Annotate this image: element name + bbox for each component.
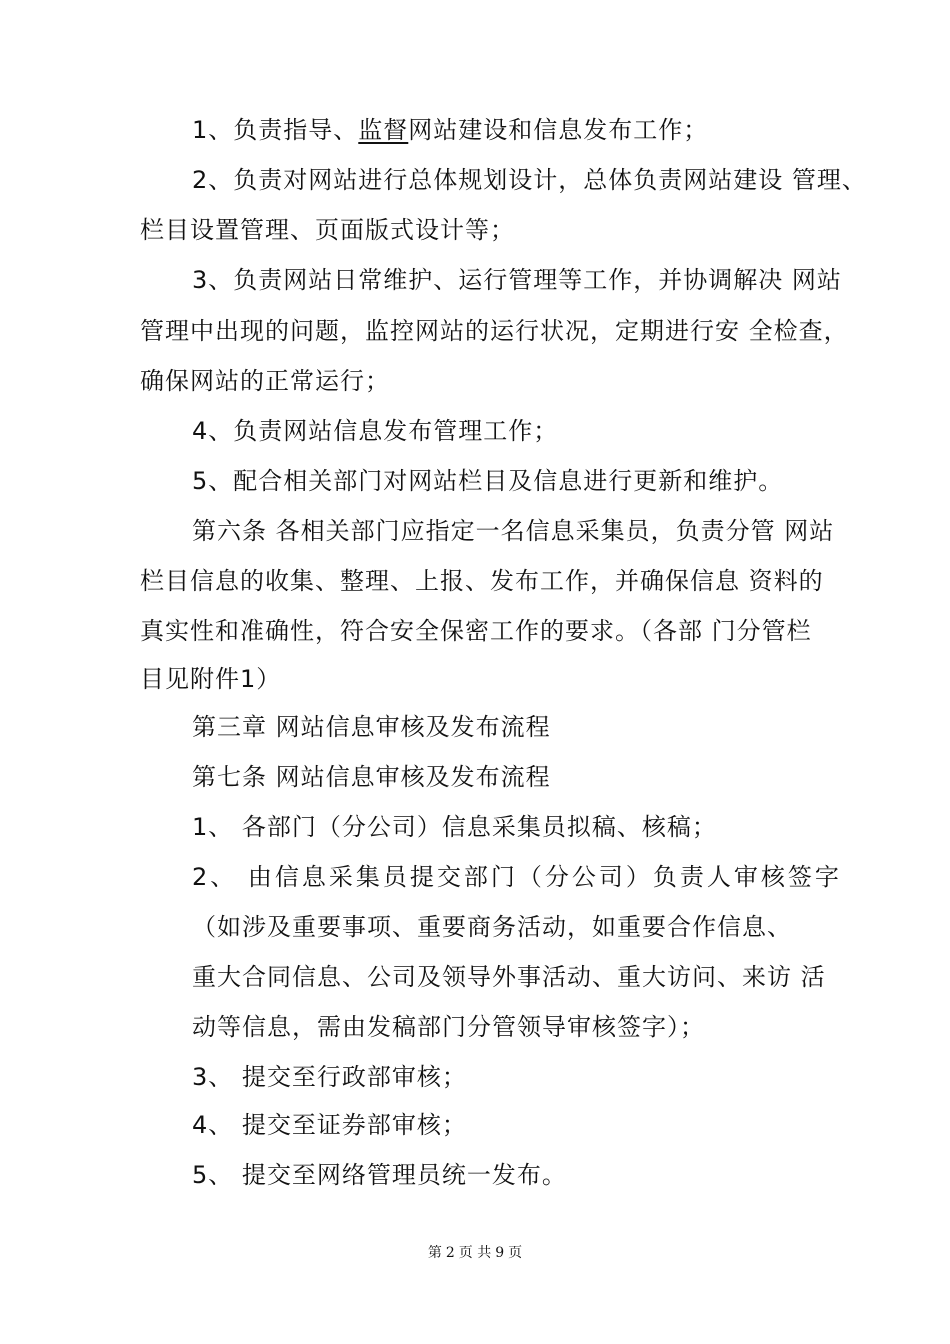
text-line: 真实性和准确性，符合安全保密工作的要求。（各部 门分管栏 [140, 617, 812, 645]
text-line: 重大合同信息、公司及领导外事活动、重大访问、来访 活 [192, 963, 826, 991]
underlined-text: 监督 [358, 116, 409, 144]
text-line: 管理中出现的问题，监控网站的运行状况，定期进行安 全检查， [140, 317, 849, 345]
article-heading: 第七条 网站信息审核及发布流程 [192, 763, 551, 791]
text-line: 4、负责网站信息发布管理工作； [192, 417, 559, 445]
chapter-heading: 第三章 网站信息审核及发布流程 [192, 713, 551, 741]
text-line: 4、 提交至证券部审核； [192, 1111, 467, 1139]
text-line: 目见附件1） [140, 665, 282, 693]
text-line: 动等信息，需由发稿部门分管领导审核签字）； [192, 1013, 705, 1041]
text-line: 2、负责对网站进行总体规划设计，总体负责网站建设 管理、 [192, 166, 867, 194]
text-line: 5、 提交至网络管理员统一发布。 [192, 1161, 567, 1189]
text-line: 栏目信息的收集、整理、上报、发布工作，并确保信息 资料的 [140, 567, 824, 595]
text-line: 确保网站的正常运行； [140, 367, 390, 395]
text-line [192, 115, 708, 145]
current-page-number: 2 [445, 1245, 455, 1261]
page-footer [0, 1244, 950, 1262]
text-line: 栏目设置管理、页面版式设计等； [140, 216, 515, 244]
footer-middle: 页 共 [458, 1245, 492, 1261]
text-line: 第六条 各相关部门应指定一名信息采集员，负责分管 网站 [192, 517, 835, 545]
text-line: 1、 各部门（分公司）信息采集员拟稿、核稿； [192, 813, 717, 841]
text-line: 5、配合相关部门对网站栏目及信息进行更新和维护。 [192, 467, 784, 495]
text-segment: 1、负责指导、 [192, 116, 359, 144]
footer-suffix: 页 [508, 1245, 523, 1261]
footer-prefix: 第 [427, 1245, 442, 1261]
text-line: 3、负责网站日常维护、运行管理等工作，并协调解决 网站 [192, 266, 842, 294]
text-line: 3、 提交至行政部审核； [192, 1063, 467, 1091]
text-line: （如涉及重要事项、重要商务活动，如重要合作信息、 [192, 913, 792, 941]
text-segment: 网站建设和信息发布工作； [408, 116, 709, 144]
text-line: 2、 由信息采集员提交部门（分公司）负责人审核签字 [192, 863, 842, 891]
total-pages-number: 9 [495, 1245, 505, 1261]
